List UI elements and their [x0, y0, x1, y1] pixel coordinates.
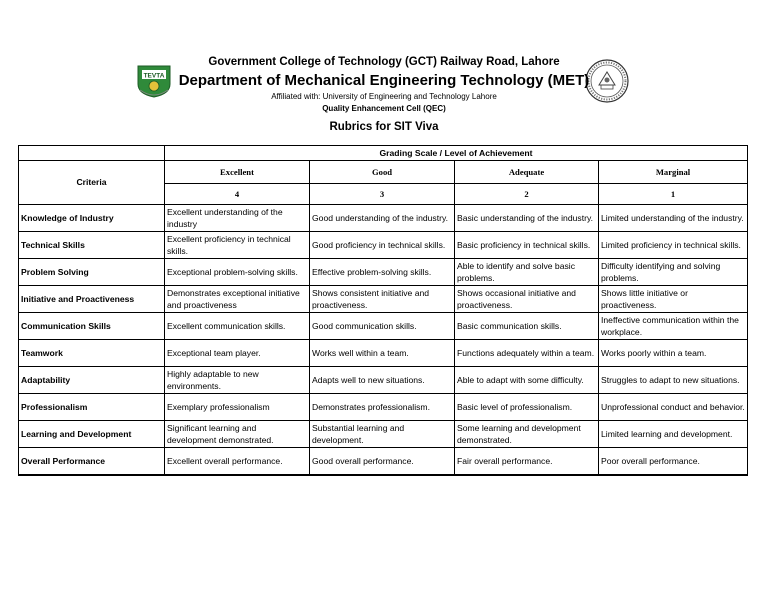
score-2: 2: [455, 184, 599, 205]
table-cell: Good proficiency in technical skills.: [310, 232, 455, 259]
table-cell: Demonstrates exceptional initiative and proactiveness: [165, 286, 310, 313]
document-title: Rubrics for SIT Viva: [329, 121, 439, 133]
table-cell: Good communication skills.: [310, 313, 455, 340]
level-good: Good: [310, 161, 455, 184]
rubric-table: [18, 145, 748, 476]
criterion-label: Problem Solving: [19, 259, 165, 286]
table-row: [19, 313, 748, 340]
table-cell: Shows little initiative or proactiveness.: [599, 286, 748, 313]
table-cell: Basic understanding of the industry.: [455, 205, 599, 232]
score-1: 1: [599, 184, 748, 205]
table-cell: Some learning and development demonstrated.: [455, 421, 599, 448]
criterion-label: Knowledge of Industry: [19, 205, 165, 232]
level-marginal: Marginal: [599, 161, 748, 184]
table-row: [19, 232, 748, 259]
table-cell: Shows consistent initiative and proactiveness.: [310, 286, 455, 313]
table-row: [19, 286, 748, 313]
table-cell: Excellent communication skills.: [165, 313, 310, 340]
grading-title-row: [19, 146, 748, 161]
table-row: [19, 448, 748, 476]
table-cell: Poor overall performance.: [599, 448, 748, 476]
criterion-label: Learning and Development: [19, 421, 165, 448]
table-cell: Able to identify and solve basic problems.: [455, 259, 599, 286]
affiliation-text: Affiliated with: University of Engineering and Technology Lahore: [271, 92, 497, 101]
table-cell: Demonstrates professionalism.: [310, 394, 455, 421]
table-cell: Struggles to adapt to new situations.: [599, 367, 748, 394]
table-cell: Basic communication skills.: [455, 313, 599, 340]
table-cell: Exemplary professionalism: [165, 394, 310, 421]
table-cell: Good understanding of the industry.: [310, 205, 455, 232]
table-cell: Works poorly within a team.: [599, 340, 748, 367]
criterion-label: Adaptability: [19, 367, 165, 394]
qec-text: Quality Enhancement Cell (QEC): [322, 104, 446, 113]
table-cell: Difficulty identifying and solving problems.: [599, 259, 748, 286]
table-cell: Basic level of professionalism.: [455, 394, 599, 421]
department-name: Department of Mechanical Engineering Technology (MET): [178, 72, 590, 89]
table-row: [19, 205, 748, 232]
score-4: 4: [165, 184, 310, 205]
table-cell: Limited understanding of the industry.: [599, 205, 748, 232]
table-cell: Substantial learning and development.: [310, 421, 455, 448]
criterion-label: Technical Skills: [19, 232, 165, 259]
levels-row: [19, 161, 748, 184]
table-cell: Limited learning and development.: [599, 421, 748, 448]
svg-text:TEVTA: TEVTA: [143, 72, 165, 80]
table-cell: Adapts well to new situations.: [310, 367, 455, 394]
table-row: [19, 421, 748, 448]
table-cell: Exceptional team player.: [165, 340, 310, 367]
table-row: [19, 394, 748, 421]
criterion-label: Overall Performance: [19, 448, 165, 476]
table-cell: Significant learning and development demonstrated.: [165, 421, 310, 448]
table-cell: Shows occasional initiative and proactiveness.: [455, 286, 599, 313]
level-excellent: Excellent: [165, 161, 310, 184]
table-cell: Good overall performance.: [310, 448, 455, 476]
table-cell: Limited proficiency in technical skills.: [599, 232, 748, 259]
level-adequate: Adequate: [455, 161, 599, 184]
table-cell: Basic proficiency in technical skills.: [455, 232, 599, 259]
table-cell: Functions adequately within a team.: [455, 340, 599, 367]
table-cell: Fair overall performance.: [455, 448, 599, 476]
criterion-label: Teamwork: [19, 340, 165, 367]
criterion-label: Initiative and Proactiveness: [19, 286, 165, 313]
criteria-header: Criteria: [19, 161, 165, 205]
table-cell: Excellent overall performance.: [165, 448, 310, 476]
table-cell: Ineffective communication within the workplace.: [599, 313, 748, 340]
criterion-label: Professionalism: [19, 394, 165, 421]
score-3: 3: [310, 184, 455, 205]
document-header: [0, 54, 768, 135]
table-row: [19, 340, 748, 367]
table-cell: Excellent understanding of the industry: [165, 205, 310, 232]
grading-scale-title: Grading Scale / Level of Achievement: [165, 146, 748, 161]
table-cell: Exceptional problem-solving skills.: [165, 259, 310, 286]
table-cell: Able to adapt with some difficulty.: [455, 367, 599, 394]
criterion-label: Communication Skills: [19, 313, 165, 340]
table-cell: Effective problem-solving skills.: [310, 259, 455, 286]
college-name: Government College of Technology (GCT) Railway Road, Lahore: [208, 56, 560, 68]
table-cell: Excellent proficiency in technical skills.: [165, 232, 310, 259]
table-cell: Highly adaptable to new environments.: [165, 367, 310, 394]
table-row: [19, 259, 748, 286]
table-cell: Works well within a team.: [310, 340, 455, 367]
table-cell: Unprofessional conduct and behavior.: [599, 394, 748, 421]
table-row: [19, 367, 748, 394]
